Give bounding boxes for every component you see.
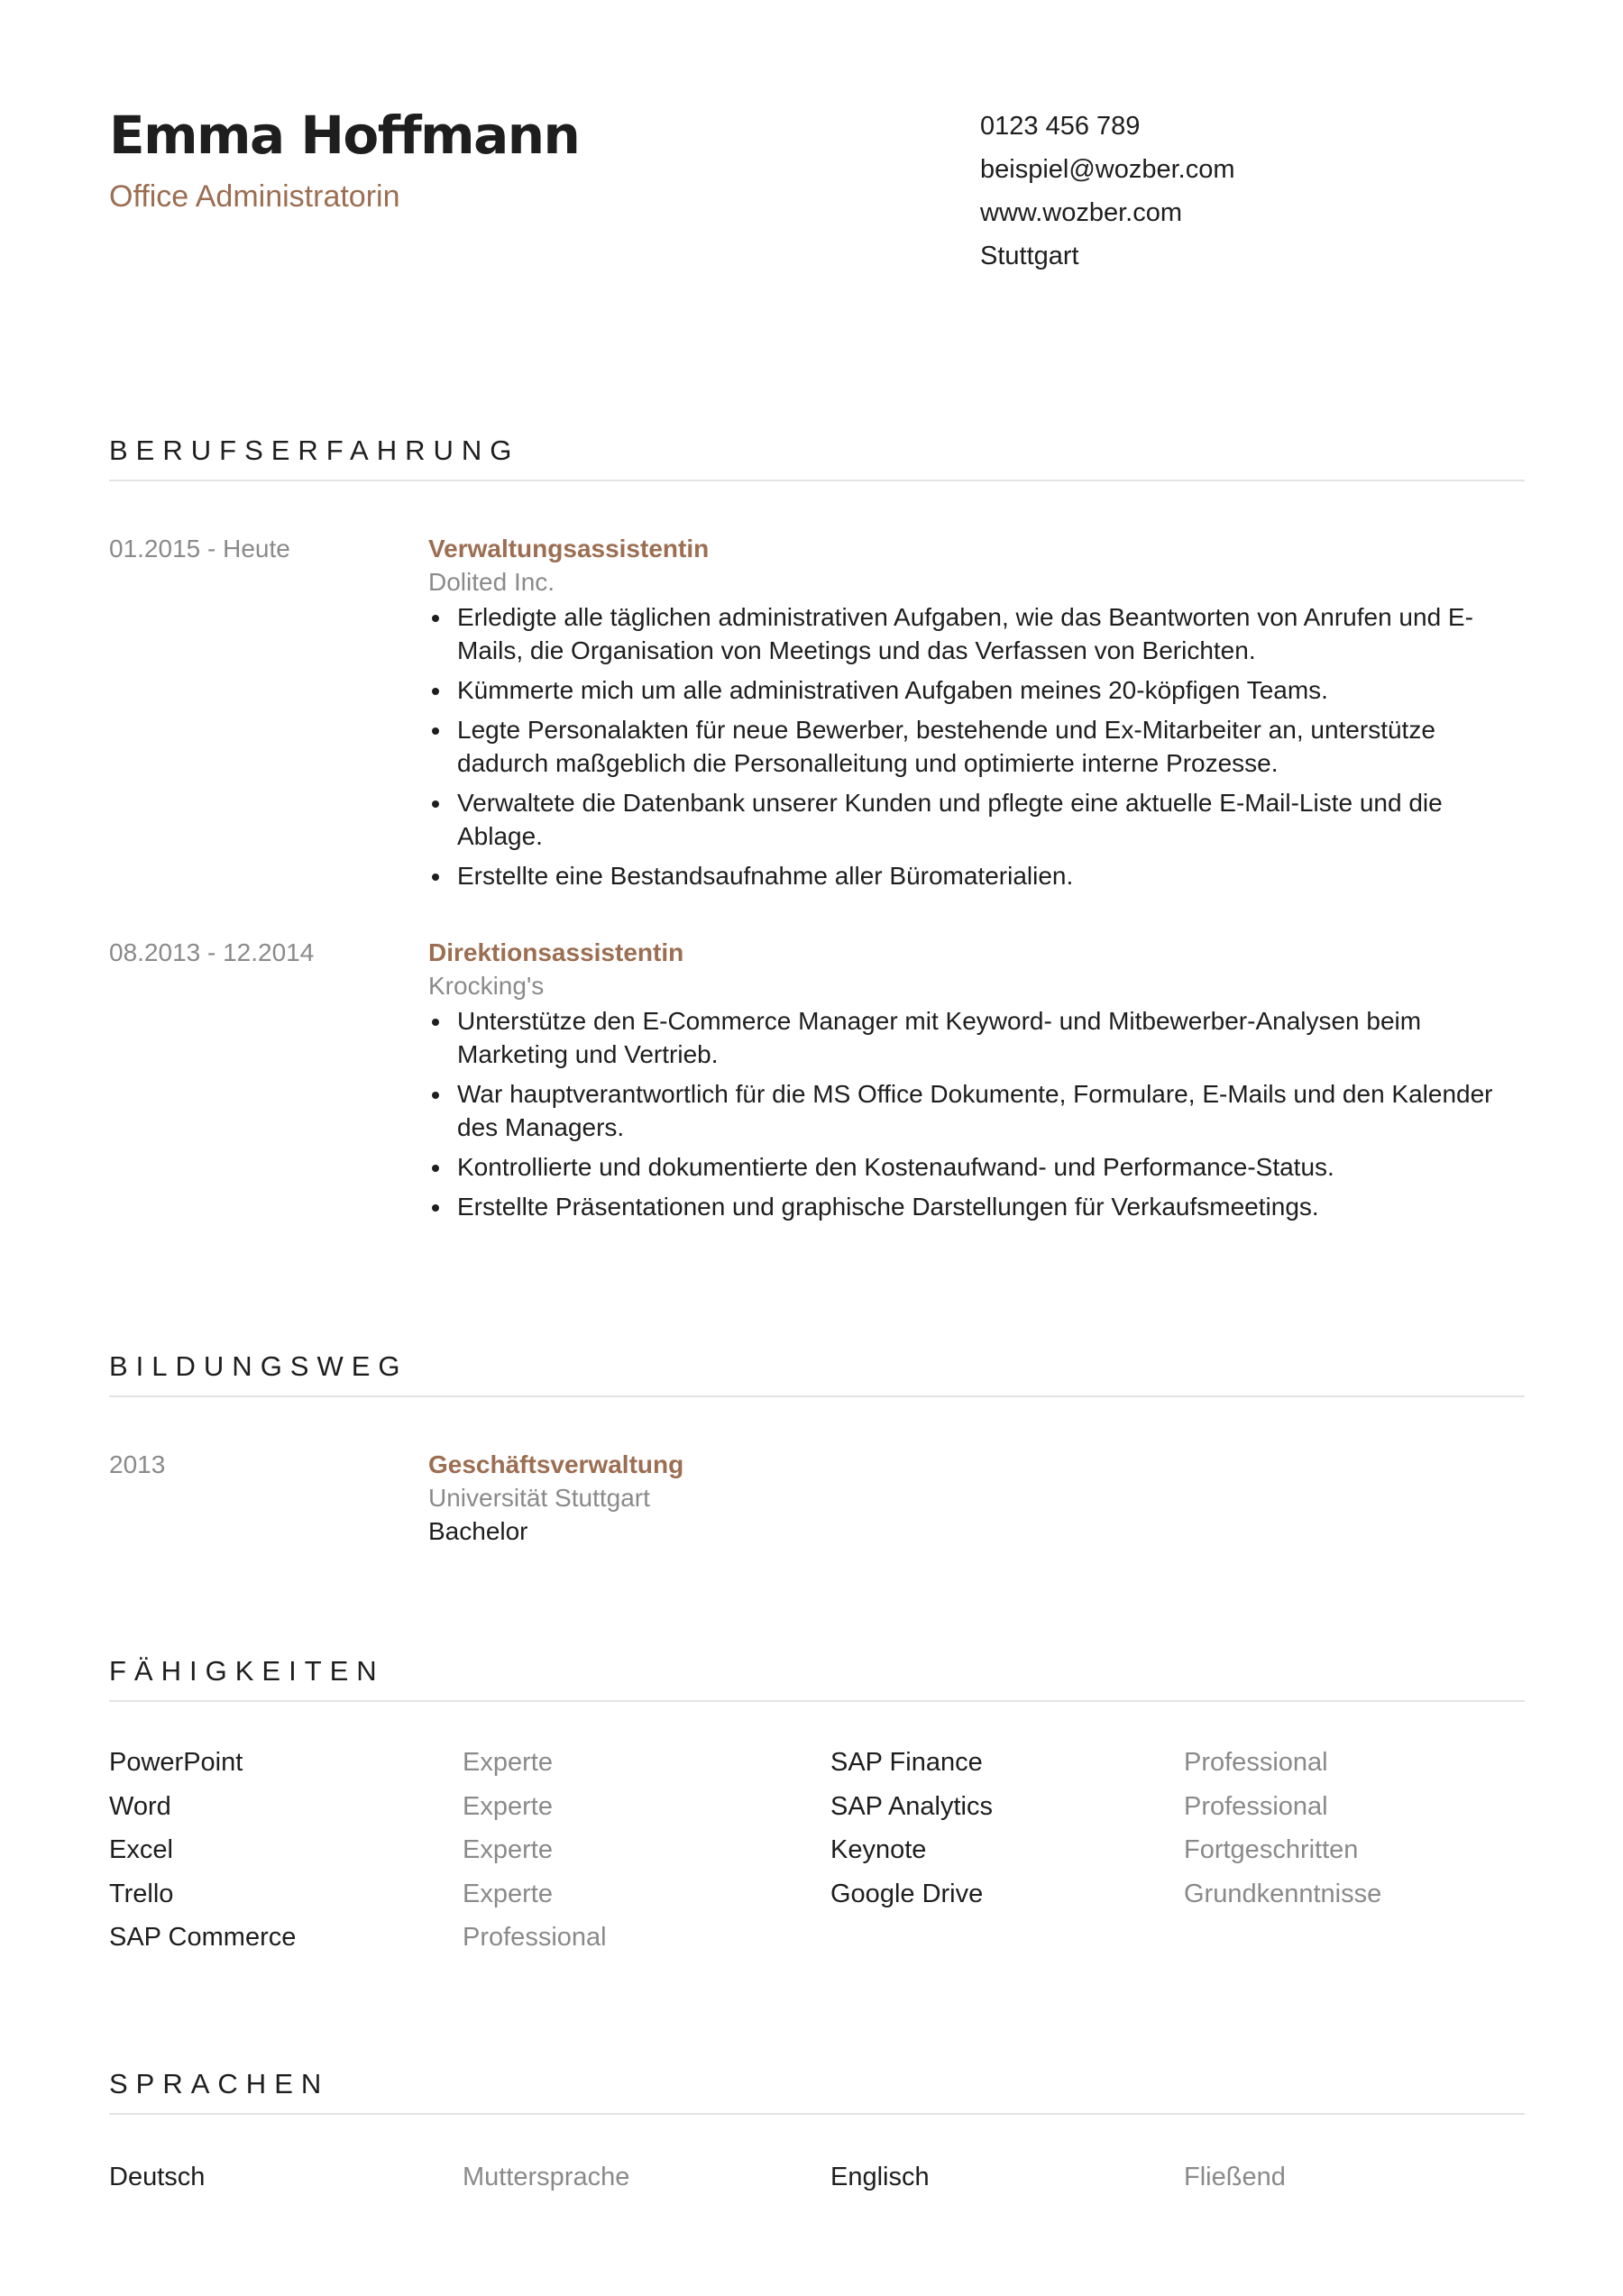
section-title: FÄHIGKEITEN bbox=[109, 1655, 385, 1687]
experience-entry bbox=[109, 936, 1525, 1223]
skills-grid bbox=[109, 1745, 1525, 1964]
entry-date: 2013 bbox=[109, 1450, 166, 1478]
skill-name: SAP Finance bbox=[830, 1748, 983, 1777]
skill-row bbox=[109, 1745, 1525, 1789]
skill-level: Fortgeschritten bbox=[1184, 1835, 1359, 1864]
experience-entry bbox=[109, 532, 1525, 892]
skill-name: Word bbox=[109, 1791, 171, 1821]
entry-company: Dolited Inc. bbox=[428, 568, 555, 596]
contact-block bbox=[980, 105, 1235, 278]
bullet-icon bbox=[432, 688, 439, 695]
bullet-icon bbox=[432, 874, 439, 881]
languages-section bbox=[109, 2066, 1525, 2204]
bullet-icon bbox=[432, 1019, 439, 1026]
skill-name: Google Drive bbox=[830, 1879, 984, 1908]
skill-level: Professional bbox=[1184, 1748, 1328, 1777]
skill-name: SAP Analytics bbox=[830, 1791, 994, 1821]
bullet-icon bbox=[432, 800, 439, 808]
contact-location: Stuttgart bbox=[980, 242, 1079, 270]
skill-level: Professional bbox=[1184, 1791, 1328, 1821]
entry-bullets bbox=[428, 600, 1525, 892]
skill-level: Experte bbox=[463, 1791, 553, 1821]
contact-phone: 0123 456 789 bbox=[980, 112, 1141, 141]
section-divider bbox=[109, 1700, 1525, 1702]
bullet-item: Kontrollierte und dokumentierte den Kostenaufwand- und Performance-Status. bbox=[428, 1150, 1525, 1184]
entry-degree: Bachelor bbox=[428, 1517, 528, 1545]
skill-row bbox=[109, 1877, 1525, 1921]
skill-row bbox=[109, 1789, 1525, 1834]
entry-role: Verwaltungsassistentin bbox=[428, 535, 710, 563]
bullet-item: War hauptverantwortlich für die MS Office Dokumente, Formulare, E-Mails und den Kalender des Managers. bbox=[428, 1077, 1525, 1144]
language-level: Fließend bbox=[1184, 2163, 1286, 2191]
entry-school: Universität Stuttgart bbox=[428, 1484, 650, 1512]
section-divider bbox=[109, 480, 1525, 481]
language-row bbox=[109, 2160, 1525, 2204]
candidate-name: Emma Hoffmann bbox=[109, 105, 580, 166]
language-name: Deutsch bbox=[109, 2163, 206, 2191]
contact-email: beispiel@wozber.com bbox=[980, 155, 1235, 184]
section-title: BILDUNGSWEG bbox=[109, 1350, 408, 1382]
experience-section bbox=[109, 433, 1525, 1230]
skill-name: Keynote bbox=[830, 1835, 927, 1864]
languages-grid bbox=[109, 2160, 1525, 2204]
entry-field: Geschäftsverwaltung bbox=[428, 1450, 684, 1478]
entry-date: 01.2015 - Heute bbox=[109, 535, 290, 563]
language-level: Muttersprache bbox=[463, 2163, 630, 2191]
entry-date: 08.2013 - 12.2014 bbox=[109, 938, 315, 966]
language-name: Englisch bbox=[830, 2163, 930, 2191]
section-divider bbox=[109, 2113, 1525, 2115]
bullet-icon bbox=[432, 1204, 439, 1212]
skill-level: Experte bbox=[463, 1835, 553, 1864]
skill-name: PowerPoint bbox=[109, 1748, 243, 1777]
skill-level: Professional bbox=[463, 1923, 607, 1952]
bullet-icon bbox=[432, 1165, 439, 1172]
bullet-item: Erledigte alle täglichen administrativen Aufgaben, wie das Beantworten von Anrufen und E-Mails, die Organisation von Meetings und das Verfassen von Berichten. bbox=[428, 600, 1525, 667]
bullet-item: Legte Personalakten für neue Bewerber, bestehende und Ex-Mitarbeiter an, unterstütze dadurch maßgeblich die Personalleitung und optimierte interne Prozesse. bbox=[428, 713, 1525, 780]
education-section bbox=[109, 1349, 1525, 1548]
education-entry bbox=[109, 1448, 1525, 1548]
entry-bullets bbox=[428, 1004, 1525, 1223]
bullet-item: Verwaltete die Datenbank unserer Kunden und pflegte eine aktuelle E-Mail-Liste und die Ablage. bbox=[428, 786, 1525, 853]
job-title: Office Administratorin bbox=[109, 179, 400, 214]
section-title: BERUFSERFAHRUNG bbox=[109, 435, 520, 466]
skill-row bbox=[109, 1833, 1525, 1877]
skill-level: Experte bbox=[463, 1879, 553, 1908]
bullet-item: Kümmerte mich um alle administrativen Aufgaben meines 20-köpfigen Teams. bbox=[428, 673, 1525, 707]
entry-company: Krocking's bbox=[428, 972, 545, 1000]
bullet-item: Erstellte eine Bestandsaufnahme aller Büromaterialien. bbox=[428, 859, 1525, 892]
skill-name: Excel bbox=[109, 1835, 173, 1864]
skill-name: SAP Commerce bbox=[109, 1923, 297, 1952]
skills-section bbox=[109, 1653, 1525, 1964]
section-title: SPRACHEN bbox=[109, 2068, 330, 2099]
bullet-icon bbox=[432, 1092, 439, 1099]
section-divider bbox=[109, 1395, 1525, 1397]
bullet-icon bbox=[432, 615, 439, 622]
bullet-item: Unterstütze den E-Commerce Manager mit Keyword- und Mitbewerber-Analysen beim Marketing und Vertrieb. bbox=[428, 1004, 1525, 1071]
skill-level: Experte bbox=[463, 1748, 553, 1777]
entry-role: Direktionsassistentin bbox=[428, 938, 684, 966]
skill-level: Grundkenntnisse bbox=[1184, 1879, 1382, 1908]
skill-row bbox=[109, 1920, 1525, 1964]
contact-website: www.wozber.com bbox=[980, 198, 1183, 227]
skill-name: Trello bbox=[109, 1879, 174, 1908]
bullet-item: Erstellte Präsentationen und graphische Darstellungen für Verkaufsmeetings. bbox=[428, 1190, 1525, 1223]
bullet-icon bbox=[432, 727, 439, 735]
